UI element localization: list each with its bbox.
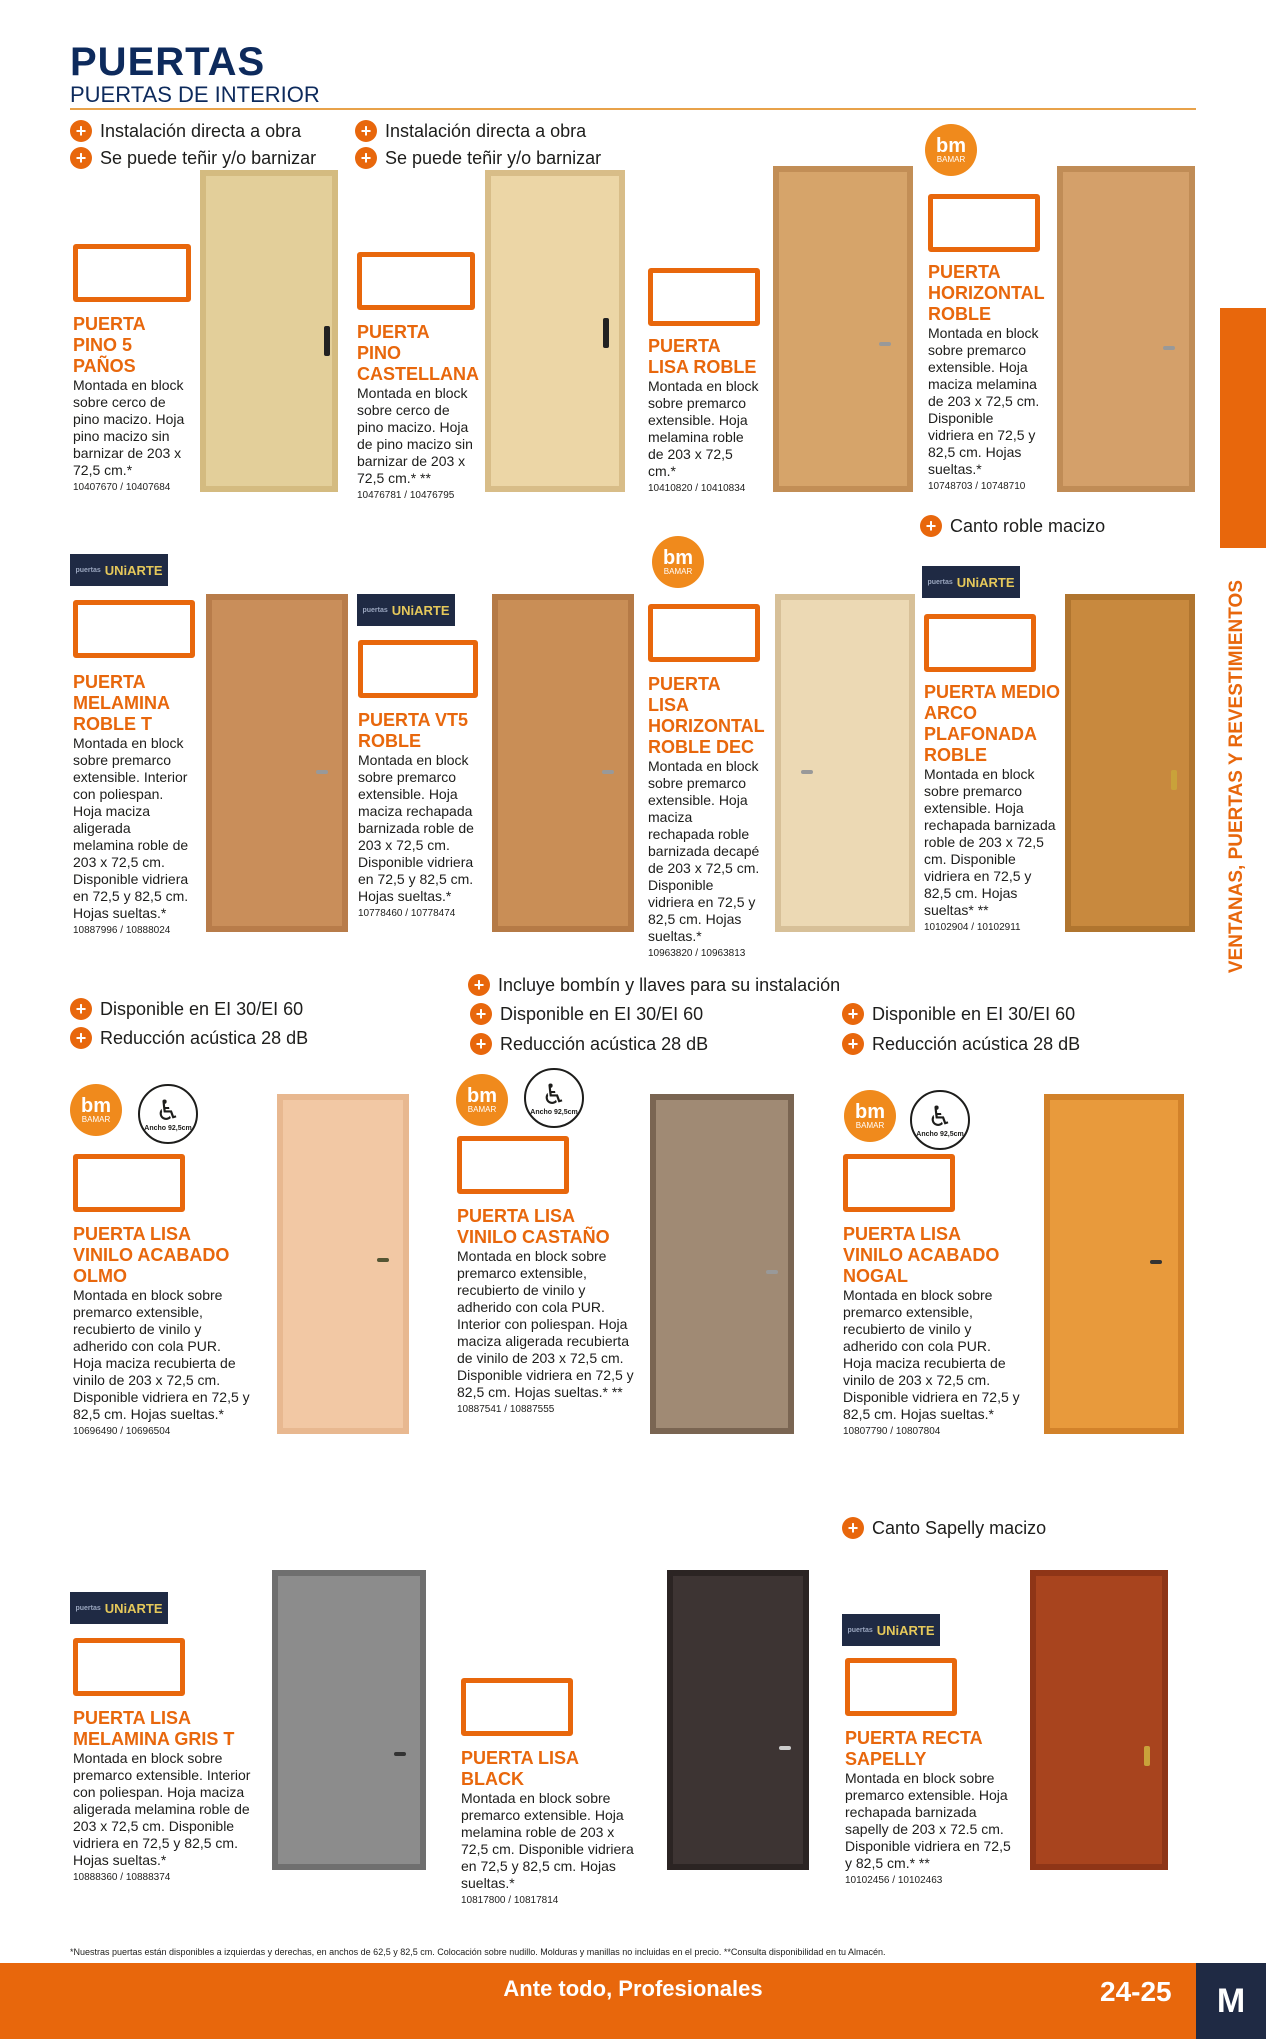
plus-icon: + (70, 120, 92, 142)
price-box (648, 268, 760, 326)
product-name: PUERTA LISA BLACK (461, 1748, 579, 1789)
product-description: Montada en block sobre premarco extensible. Interior con poliespan. Hoja maciza aligerada melamina roble de 203 x 72,5 cm. Disponible vidriera en 72,5 y 82,5 cm. Hojas sueltas.* (73, 1750, 251, 1868)
product-card (73, 1638, 253, 1885)
product-name: PUERTA VT5 ROBLE (358, 710, 469, 751)
price-box (73, 1638, 185, 1696)
feature-ei: + Disponible en EI 30/EI 60 (470, 1003, 703, 1025)
uniarte-logo: puertas UNiARTE (922, 566, 1020, 598)
bamar-logo: bm BAMAR (652, 536, 704, 588)
side-tab (1220, 308, 1266, 548)
price-box (928, 194, 1040, 252)
side-tab-label: VENTANAS, PUERTAS Y REVESTIMIENTOS (1226, 580, 1247, 974)
product-ref: 10817800 / 10817814 (461, 1895, 559, 1906)
price-box (73, 600, 195, 658)
plus-icon: + (842, 1033, 864, 1055)
price-box (457, 1136, 569, 1194)
accessibility-icon: ♿ Ancho 92,5cm (138, 1084, 198, 1144)
price-box (73, 1154, 185, 1212)
price-box (843, 1154, 955, 1212)
plus-icon: + (355, 147, 377, 169)
feature-installation: + Instalación directa a obra (70, 120, 301, 142)
product-ref: 10102904 / 10102911 (924, 922, 1021, 933)
product-name: PUERTA LISA VINILO ACABADO NOGAL (843, 1224, 1000, 1286)
product-card (928, 194, 1045, 494)
page-subtitle: PUERTAS DE INTERIOR (70, 82, 320, 107)
product-card (73, 600, 195, 938)
uniarte-logo: puertas UNiARTE (842, 1614, 940, 1646)
product-card (461, 1678, 641, 1908)
product-ref: 10778460 / 10778474 (358, 908, 456, 919)
product-description: Montada en block sobre premarco extensible, recubierto de vinilo y adherido con cola PUR. Interior con poliespan. Hoja maciza aligerada recubierta de vinilo de 203 x 72,5 cm. Disponible vidriera en 72,5 y 82,5 cm. Hojas sueltas.* ** (457, 1248, 634, 1400)
page-number: 24-25 (1100, 1976, 1172, 2007)
feature-acoustic: + Reducción acústica 28 dB (470, 1033, 708, 1055)
door-image-lisa-roble (773, 166, 913, 492)
plus-icon: + (842, 1003, 864, 1025)
plus-icon: + (842, 1517, 864, 1539)
door-image-horizontal-roble (1057, 166, 1195, 492)
brand-logo: M (1196, 1963, 1266, 2039)
product-description: Montada en block sobre premarco extensible. Hoja rechapada barnizada roble de 203 x 72,5 cm. Disponible vidriera en 72,5 y 82,5 cm. Hojas sueltas* ** (924, 766, 1056, 918)
product-ref: 10807790 / 10807804 (843, 1426, 941, 1437)
product-description: Montada en block sobre premarco extensible. Hoja maciza rechapada barnizada roble de 203 x 72,5 cm. Disponible vidriera en 72,5 y 82,5 cm. Hojas sueltas.* (358, 752, 474, 904)
plus-icon: + (70, 998, 92, 1020)
product-description: Montada en block sobre premarco extensible. Hoja maciza melamina de 203 x 72,5 cm. Disponible vidriera en 72,5 y 82,5 cm. Hojas sueltas.* (928, 325, 1040, 477)
product-name: PUERTA RECTA SAPELLY (845, 1728, 982, 1769)
price-box (648, 604, 760, 662)
feature-acoustic: + Reducción acústica 28 dB (70, 1027, 308, 1049)
feature-installation: + Instalación directa a obra (355, 120, 586, 142)
price-box (924, 614, 1036, 672)
product-card (648, 268, 760, 496)
feature-ei: + Disponible en EI 30/EI 60 (70, 998, 303, 1020)
product-ref: 10748703 / 10748710 (928, 481, 1026, 492)
product-description: Montada en block sobre premarco extensible. Interior con poliespan. Hoja maciza aligerada melamina roble de 203 x 72,5 cm. Disponible vidriera en 72,5 y 82,5 cm. Hojas sueltas.* (73, 735, 189, 921)
door-image-melamina-gris-t (272, 1570, 426, 1870)
product-name: PUERTA HORIZONTAL ROBLE (928, 262, 1045, 324)
product-name: PUERTA PINO CASTELLANA (357, 322, 479, 384)
product-name: PUERTA LISA VINILO CASTAÑO (457, 1206, 610, 1247)
price-box (357, 252, 475, 310)
product-ref: 10888360 / 10888374 (73, 1872, 171, 1883)
product-name: PUERTA LISA ROBLE (648, 336, 757, 377)
door-image-vt5-roble (492, 594, 634, 932)
product-card (843, 1154, 1023, 1439)
product-ref: 10887541 / 10887555 (457, 1404, 555, 1415)
product-card (73, 1154, 253, 1439)
product-description: Montada en block sobre premarco extensible. Hoja maciza rechapada roble barnizada decapé de 203 x 72,5 cm. Disponible vidriera en 72,5 y 82,5 cm. Hojas sueltas.* (648, 758, 760, 944)
door-image-recta-sapelly (1030, 1570, 1168, 1870)
product-name: PUERTA LISA MELAMINA GRIS T (73, 1708, 235, 1749)
door-image-lisa-black (667, 1570, 809, 1870)
product-description: Montada en block sobre cerco de pino macizo. Hoja pino macizo sin barnizar de 203 x 72,5 cm.* (73, 377, 185, 478)
door-image-horizontal-roble-dec (775, 594, 915, 932)
feature-dyeable: + Se puede teñir y/o barnizar (70, 147, 316, 169)
product-card (924, 614, 1060, 935)
page-title: PUERTAS (70, 40, 266, 84)
product-description: Montada en block sobre premarco extensible, recubierto de vinilo y adherido con cola PUR. Hoja maciza recubierta de vinilo de 203 x 72,5 cm. Disponible vidriera en 72,5 y 82,5 cm. Hojas sueltas.* (843, 1287, 1020, 1422)
door-image-vinilo-olmo (277, 1094, 409, 1434)
product-description: Montada en block sobre premarco extensible. Hoja melamina roble de 203 x 72,5 cm.* (648, 378, 759, 479)
door-image-melamina-roble-t (206, 594, 348, 932)
uniarte-logo: puertas UNiARTE (357, 594, 455, 626)
accessibility-icon: ♿ Ancho 92,5cm (524, 1068, 584, 1128)
side-tab-label-wrap (1222, 580, 1252, 974)
price-box (358, 640, 478, 698)
feature-canto-sapelly: + Canto Sapelly macizo (842, 1517, 1046, 1539)
feature-ei: + Disponible en EI 30/EI 60 (842, 1003, 1075, 1025)
product-description: Montada en block sobre premarco extensible. Hoja rechapada barnizada sapelly de 203 x 72.5 cm. Disponible vidriera en 72,5 y 82,5 cm.* ** (845, 1770, 1011, 1871)
price-box (461, 1678, 573, 1736)
bamar-logo: bm BAMAR (925, 124, 977, 176)
product-card (73, 244, 191, 495)
uniarte-logo: puertas UNiARTE (70, 554, 168, 586)
feature-acoustic: + Reducción acústica 28 dB (842, 1033, 1080, 1055)
feature-dyeable: + Se puede teñir y/o barnizar (355, 147, 601, 169)
feature-canto-roble: + Canto roble macizo (920, 515, 1105, 537)
bamar-logo: bm BAMAR (844, 1090, 896, 1142)
product-ref: 10887996 / 10888024 (73, 925, 171, 936)
product-ref: 10696490 / 10696504 (73, 1426, 171, 1437)
plus-icon: + (70, 1027, 92, 1049)
price-box (845, 1658, 957, 1716)
plus-icon: + (70, 147, 92, 169)
product-name: PUERTA PINO 5 PAÑOS (73, 314, 145, 376)
door-image-vinilo-castano (650, 1094, 794, 1434)
product-card (648, 604, 765, 961)
door-image-medio-arco (1065, 594, 1195, 932)
product-description: Montada en block sobre cerco de pino macizo. Hoja de pino macizo sin barnizar de 203 x 72,5 cm.* ** (357, 385, 473, 486)
feature-bombin: + Incluye bombín y llaves para su instalación (468, 974, 840, 996)
product-name: PUERTA LISA VINILO ACABADO OLMO (73, 1224, 230, 1286)
footer-slogan: Ante todo, Profesionales (503, 1976, 763, 2001)
product-name: PUERTA LISA HORIZONTAL ROBLE DEC (648, 674, 765, 757)
door-image-vinilo-nogal (1044, 1094, 1184, 1434)
price-box (73, 244, 191, 302)
bamar-logo: bm BAMAR (70, 1084, 122, 1136)
product-name: PUERTA MEDIO ARCO PLAFONADA ROBLE (924, 682, 1061, 765)
accessibility-icon: ♿ Ancho 92,5cm (910, 1090, 970, 1150)
uniarte-logo: puertas UNiARTE (70, 1592, 168, 1624)
product-description: Montada en block sobre premarco extensible. Hoja melamina roble de 203 x 72,5 cm. Disponible vidriera en 72,5 y 82,5 cm. Hojas sueltas.* (461, 1790, 634, 1891)
plus-icon: + (470, 1003, 492, 1025)
product-card (845, 1658, 1021, 1888)
plus-icon: + (468, 974, 490, 996)
product-card (357, 252, 479, 503)
product-ref: 10963820 / 10963813 (648, 948, 746, 959)
product-description: Montada en block sobre premarco extensible, recubierto de vinilo y adherido con cola PUR. Hoja maciza recubierta de vinilo de 203 x 72,5 cm. Disponible vidriera en 72,5 y 82,5 cm. Hojas sueltas.* (73, 1287, 250, 1422)
product-name: PUERTA MELAMINA ROBLE T (73, 672, 170, 734)
header-divider (70, 108, 1196, 110)
product-card (457, 1136, 637, 1417)
door-image-pino-5-panos (200, 170, 338, 492)
product-ref: 10410820 / 10410834 (648, 483, 746, 494)
product-ref: 10476781 / 10476795 (357, 490, 455, 501)
product-ref: 10102456 / 10102463 (845, 1875, 943, 1886)
door-image-pino-castellana (485, 170, 625, 492)
plus-icon: + (920, 515, 942, 537)
footnote: *Nuestras puertas están disponibles a izquierdas y derechas, en anchos de 62,5 y 82,5 cm. Colocación sobre nudillo. Molduras y manillas no incluidas en el precio. **Consulta disponibilidad en tu Almacén. (70, 1947, 886, 1957)
product-ref: 10407670 / 10407684 (73, 482, 171, 493)
product-card (358, 640, 478, 921)
plus-icon: + (355, 120, 377, 142)
plus-icon: + (470, 1033, 492, 1055)
bamar-logo: bm BAMAR (456, 1074, 508, 1126)
